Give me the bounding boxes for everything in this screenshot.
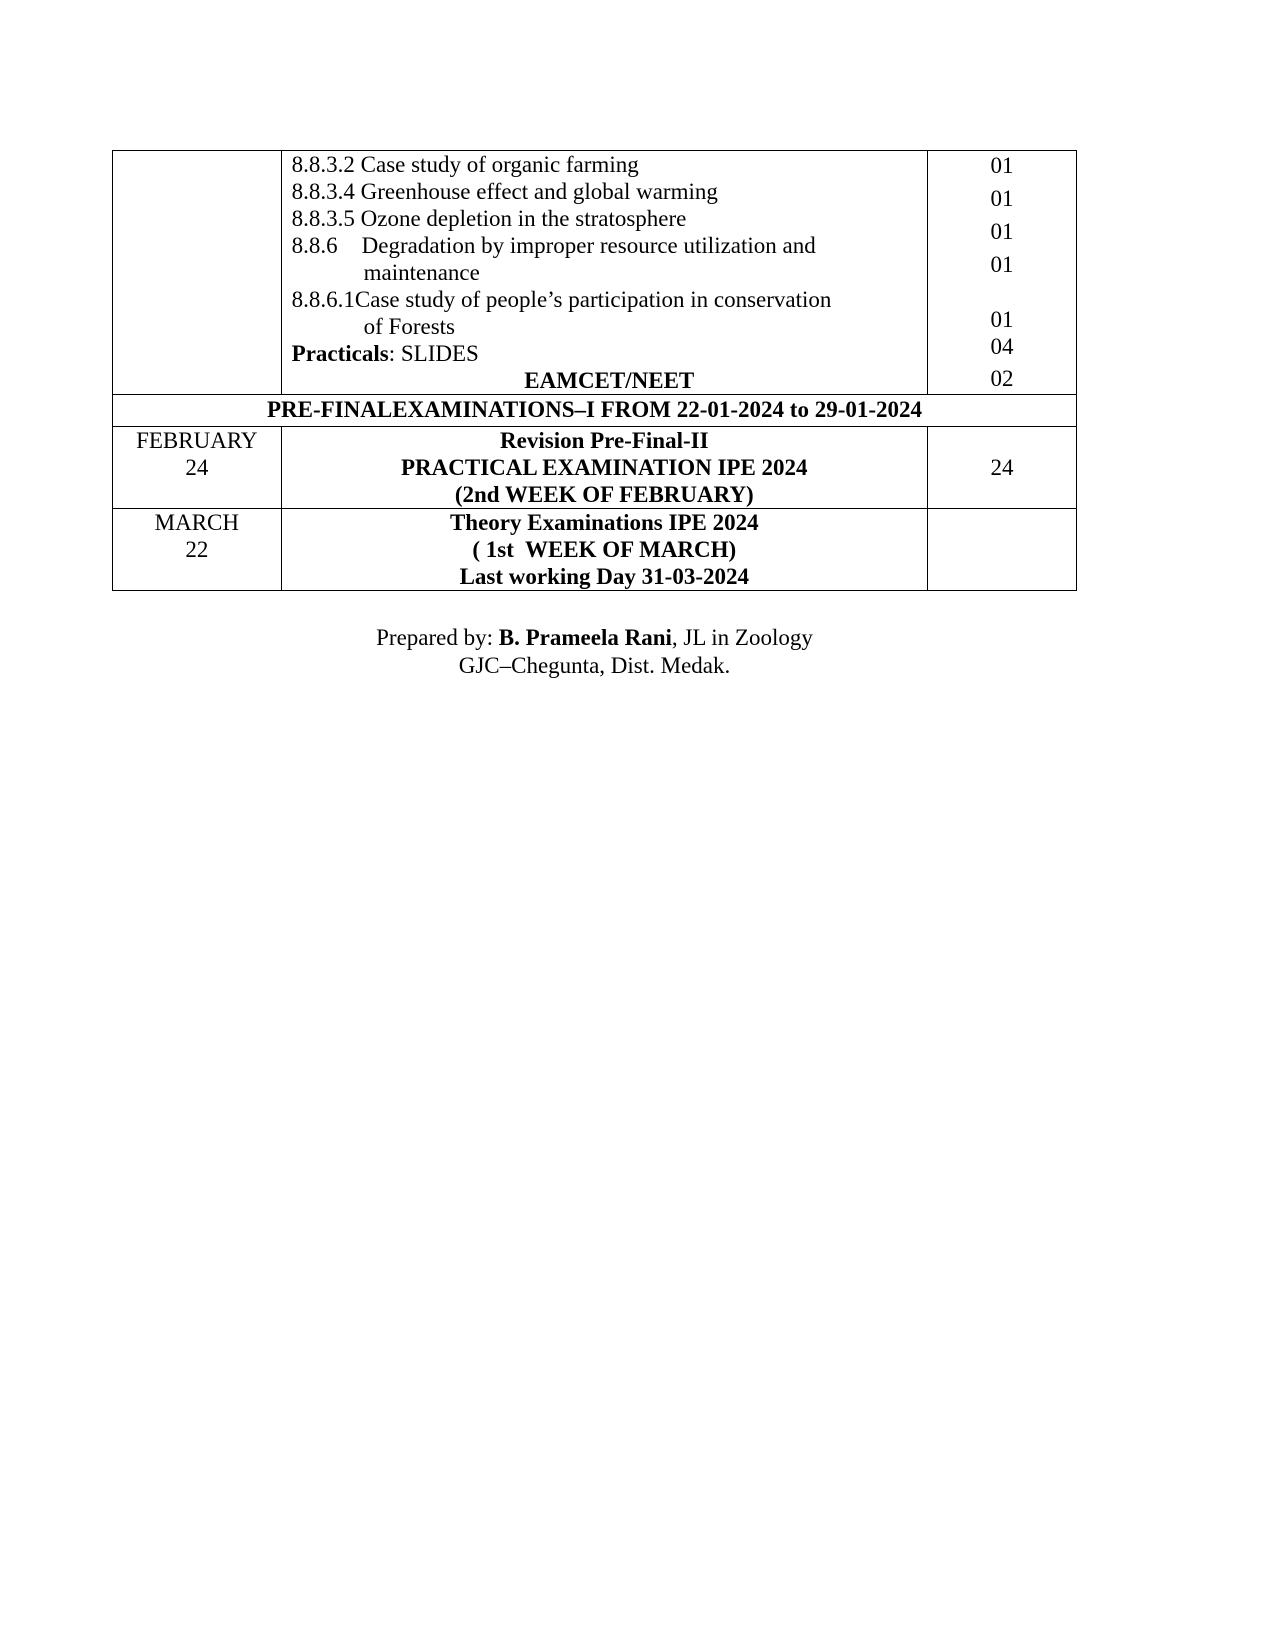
list-item: 8.8.3.4 Greenhouse effect and global warming (291, 179, 718, 204)
period-value: 04 (990, 334, 1014, 359)
period-value: 02 (990, 366, 1014, 391)
exam-prep-heading: EAMCET/NEET (524, 368, 695, 393)
period-value: 01 (990, 307, 1014, 332)
table-row (113, 509, 1077, 591)
list-item-continuation: maintenance (363, 260, 480, 285)
list-item: 8.8.6.1Case study of people’s participation in conservation (291, 287, 832, 312)
institution-line: GJC–Chegunta, Dist. Medak. (458, 653, 731, 678)
author-name: B. Prameela Rani (498, 625, 672, 650)
table-row (113, 151, 1077, 395)
period-value: 01 (990, 186, 1014, 211)
month-cell (113, 427, 282, 509)
table-row (113, 395, 1077, 427)
prepared-by-footer (112, 624, 1077, 680)
list-item: 8.8.6 Degradation by improper resource utilization and (291, 233, 816, 258)
period-value: 01 (990, 252, 1014, 277)
month-name: MARCH (154, 510, 239, 535)
periods-cell (927, 151, 1076, 395)
practicals-line (292, 340, 927, 367)
month-cell (113, 509, 282, 591)
list-item-continuation: of Forests (363, 314, 456, 339)
period-value: 01 (990, 219, 1014, 244)
topic-list (282, 151, 927, 394)
month-name: FEBRUARY (136, 428, 258, 453)
periods-cell (927, 509, 1076, 591)
list-item: 8.8.3.2 Case study of organic farming (291, 152, 639, 177)
schedule-line: Revision Pre-Final-II (500, 428, 709, 453)
period-value: 01 (990, 153, 1014, 178)
pre-final-banner: PRE-FINALEXAMINATIONS–I FROM 22-01-2024 to 29-01-2024 (113, 395, 1077, 427)
syllabus-plan-table (112, 150, 1077, 591)
schedule-line: Last working Day 31-03-2024 (459, 564, 749, 589)
schedule-line: ( 1st WEEK OF MARCH) (472, 537, 737, 562)
list-item: 8.8.3.5 Ozone depletion in the stratosphere (291, 206, 687, 231)
practicals-value: : SLIDES (388, 341, 479, 366)
topics-cell (281, 427, 927, 509)
month-cell (113, 151, 282, 395)
table-row (113, 427, 1077, 509)
practicals-label: Practicals (291, 341, 389, 366)
prepared-by-line: Prepared by: B. Prameela Rani, JL in Zoology (376, 625, 813, 650)
topics-cell (281, 151, 927, 395)
working-days: 22 (185, 537, 209, 562)
schedule-line: Theory Examinations IPE 2024 (449, 510, 759, 535)
working-days: 24 (185, 455, 209, 480)
periods-cell: 24 (927, 427, 1076, 509)
schedule-line: (2nd WEEK OF FEBRUARY) (454, 482, 754, 507)
topics-cell (281, 509, 927, 591)
schedule-line: PRACTICAL EXAMINATION IPE 2024 (400, 455, 808, 480)
